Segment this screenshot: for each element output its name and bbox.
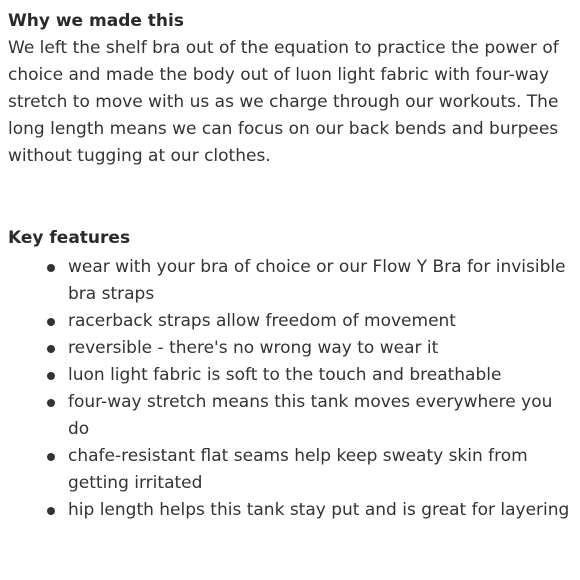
feature-item	[8, 335, 573, 362]
bullet-icon	[47, 507, 55, 515]
bullet-icon	[47, 264, 55, 272]
feature-item	[8, 443, 573, 497]
feature-item	[8, 308, 573, 335]
feature-text: wear with your bra of choice or our Flow Y Bra for invisible bra straps	[68, 257, 566, 304]
feature-item	[8, 254, 573, 308]
bullet-icon	[47, 345, 55, 353]
bullet-icon	[47, 399, 55, 407]
why-we-made-this-section	[8, 9, 580, 170]
feature-text: luon light fabric is soft to the touch and breathable	[68, 365, 502, 385]
feature-text: chafe-resistant flat seams help keep sweaty skin from getting irritated	[68, 446, 528, 493]
bullet-icon	[47, 453, 55, 461]
key-features-list	[8, 254, 573, 524]
bullet-icon	[47, 318, 55, 326]
feature-item	[8, 497, 573, 524]
why-we-made-this-text: We left the shelf bra out of the equation to practice the power of choice and made the body out of luon light fabric with four-way stretch to move with us as we charge through our workouts. The long length means we can focus on our back bends and burpees without tugging at our clothes.	[8, 38, 559, 166]
feature-text: hip length helps this tank stay put and is great for layering	[68, 500, 570, 520]
key-features-heading: Key features	[8, 228, 131, 248]
feature-item	[8, 389, 573, 443]
key-features-section	[8, 226, 580, 524]
feature-text: racerback straps allow freedom of movement	[68, 311, 456, 331]
why-we-made-this-heading: Why we made this	[8, 11, 184, 31]
feature-text: four-way stretch means this tank moves everywhere you do	[68, 392, 553, 439]
bullet-icon	[47, 372, 55, 380]
feature-text: reversible - there's no wrong way to wear it	[68, 338, 439, 358]
feature-item	[8, 362, 573, 389]
